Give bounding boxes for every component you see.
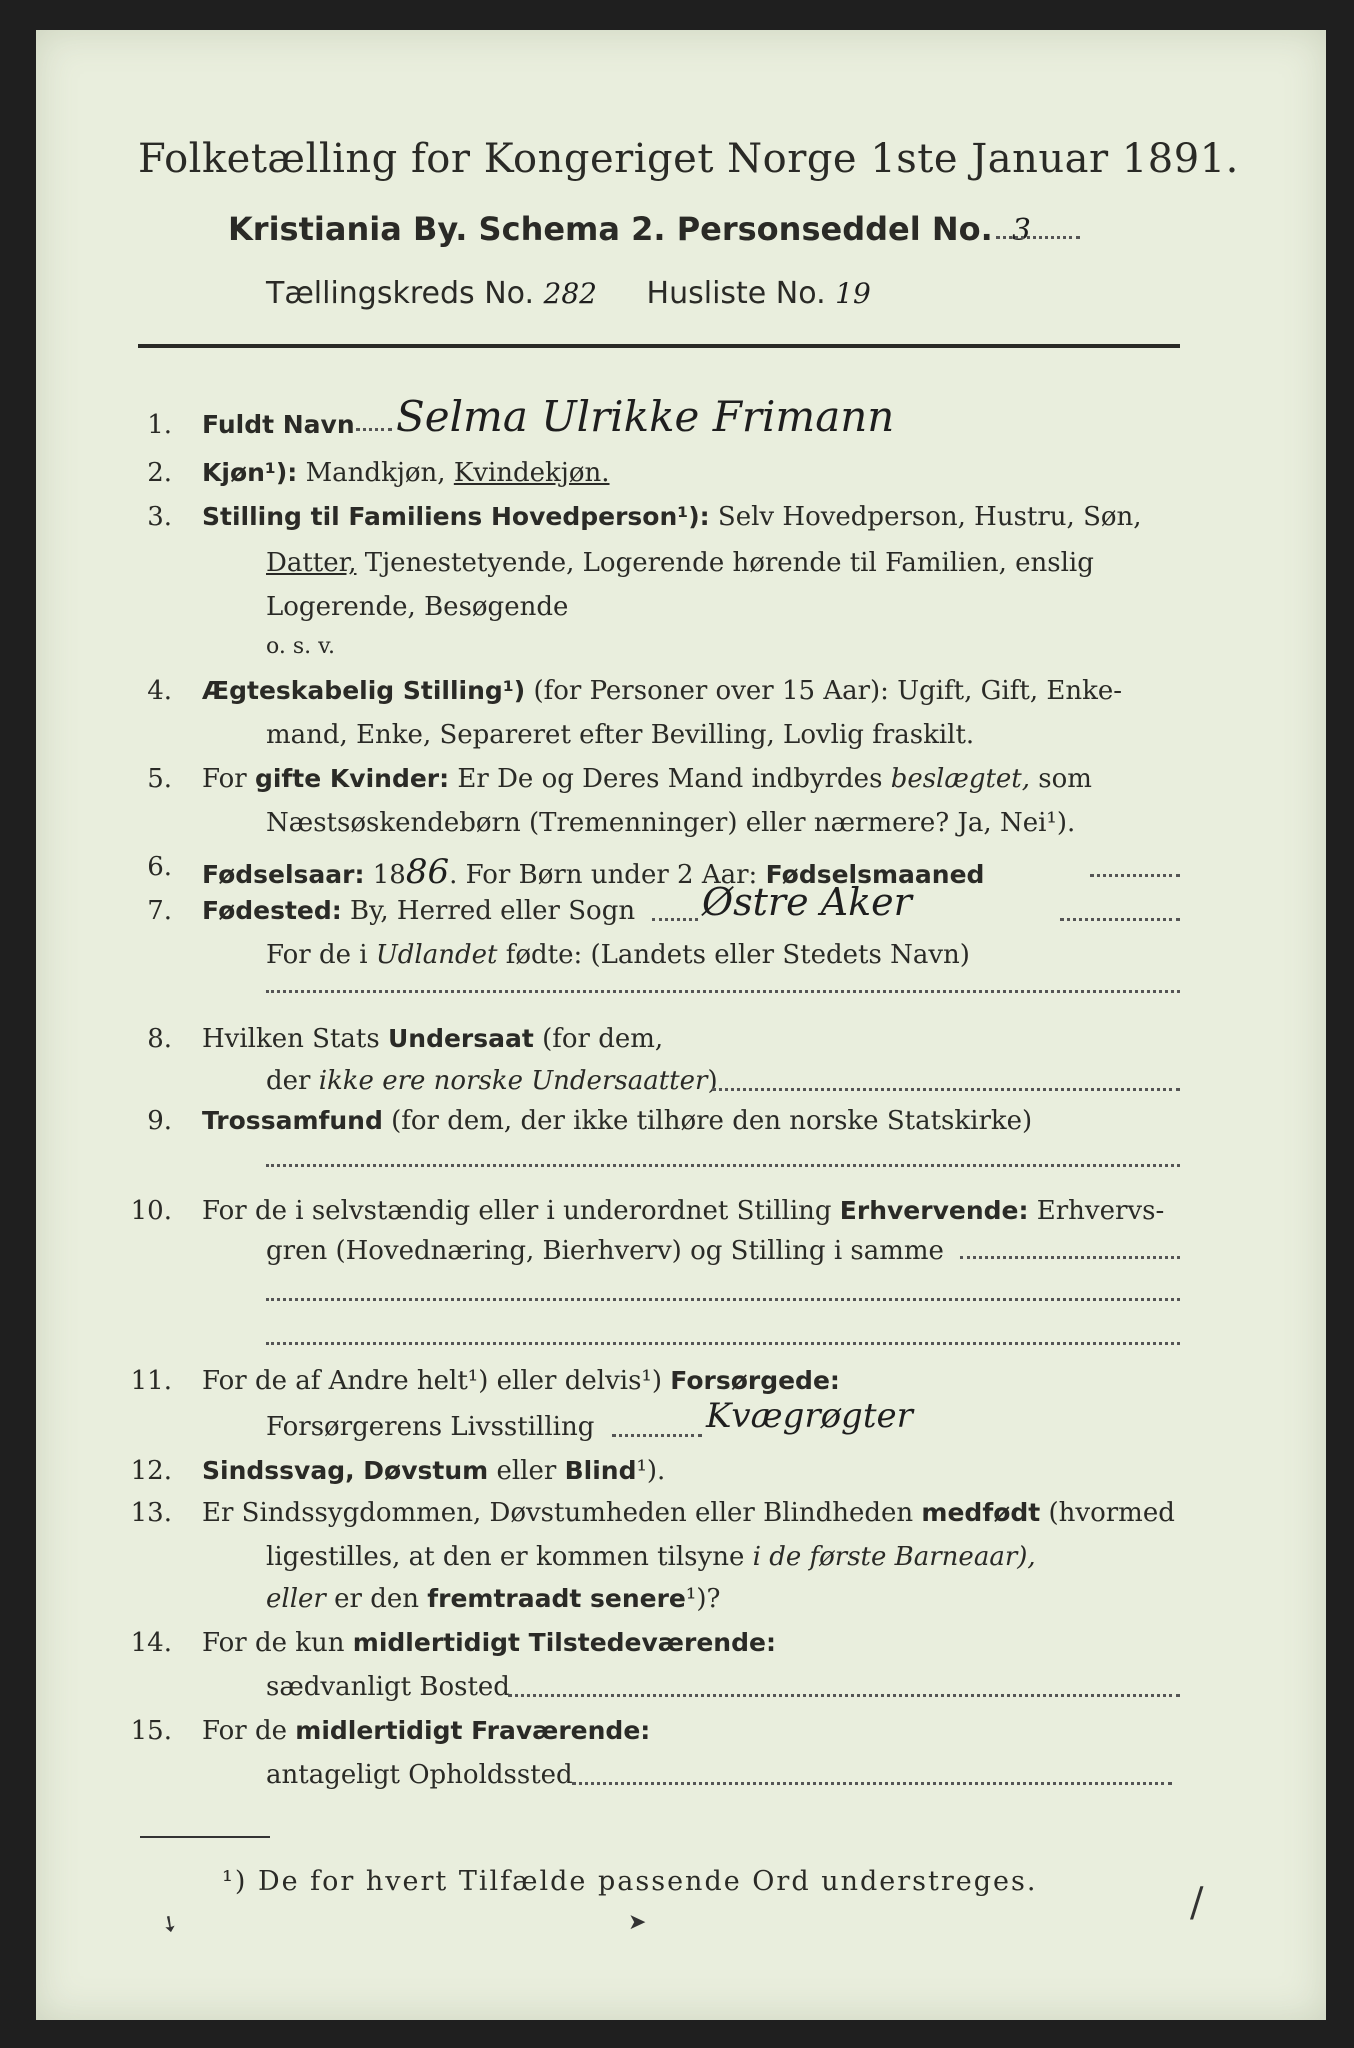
- field-15-line-a: [202, 1716, 650, 1746]
- field-7-line-a: [202, 896, 635, 926]
- family-position-datter-underlined: Datter,: [266, 548, 357, 578]
- field-6-line: Fødselsaar: 1886. For Børn under 2 Aar: Fødselsmaaned: [202, 852, 985, 892]
- field-15-number: 15.: [130, 1716, 172, 1746]
- field-8-line-a: [202, 1024, 663, 1054]
- stray-mark-icon: ➤: [628, 1910, 647, 1935]
- field-9-number: 9.: [147, 1106, 172, 1136]
- marital-status-options-a: (for Personer over 15 Aar): Ugift, Gift, Enke-: [533, 676, 1122, 706]
- field-13-text-b: (hvormed: [1048, 1498, 1175, 1528]
- field-10-text-a: For de i selvstændig eller i underordnet Stilling: [202, 1196, 832, 1226]
- citizenship-label: Undersaat: [387, 1024, 534, 1053]
- gender-female-underlined: Kvindekjøn.: [453, 458, 610, 488]
- field-13-line-c: [266, 1584, 720, 1614]
- field-13-line-b: [266, 1542, 1036, 1572]
- family-position-label: Stilling til Familiens Hovedperson¹):: [202, 502, 710, 531]
- field-3-number: 3.: [147, 502, 172, 532]
- field-7-abroad-italic: Udlandet: [375, 940, 498, 970]
- tellingskreds-row: [266, 276, 871, 311]
- field-1-label: [202, 410, 355, 440]
- field-12-number: 12.: [130, 1456, 172, 1486]
- field-6-dots: [1090, 874, 1180, 877]
- birth-month-label: Fødselsmaaned: [765, 860, 985, 889]
- field-10-number: 10.: [130, 1196, 172, 1226]
- birth-year-prefix: 18: [372, 860, 406, 890]
- field-15-line-b: antageligt Opholdssted: [266, 1760, 573, 1790]
- field-13-text-e: ¹)?: [685, 1584, 721, 1614]
- temporarily-absent-label: midlertidigt Fraværende:: [295, 1716, 651, 1745]
- tellingskreds-number: 282: [543, 277, 597, 310]
- full-name-value: Selma Ulrikke Frimann: [396, 392, 895, 441]
- footnote: ¹) De for hvert Tilfælde passende Ord understreges.: [222, 1866, 1038, 1897]
- field-5-line-a: [202, 764, 1092, 794]
- birthplace-options: By, Herred eller Sogn: [350, 896, 636, 926]
- marital-status-label: Ægteskabelig Stilling¹): [202, 676, 526, 705]
- married-women-label: gifte Kvinder:: [254, 764, 450, 793]
- field-7-dots-a: [652, 918, 698, 921]
- field-15-text-a: For de: [202, 1716, 287, 1746]
- religion-label: Trossamfund: [202, 1106, 383, 1135]
- field-8-text-a: Hvilken Stats: [202, 1024, 380, 1054]
- field-4-line-b: mand, Enke, Separeret efter Bevilling, Lovlig fraskilt.: [266, 720, 975, 750]
- field-8-text-b: (for dem,: [542, 1024, 664, 1054]
- field-15-dots: [572, 1782, 1172, 1785]
- field-6-children-text: For Børn under 2 Aar:: [465, 860, 758, 890]
- field-7-abroad-a: For de i: [266, 940, 368, 970]
- header-rule: [138, 344, 1180, 348]
- birth-year-value: 86: [405, 852, 450, 892]
- field-3-line-c: Logerende, Besøgende: [266, 592, 569, 622]
- congenital-label: medfødt: [921, 1498, 1041, 1527]
- field-7-dots-b: [1060, 918, 1180, 921]
- field-10-line-a: [202, 1196, 1164, 1226]
- field-6-number: 6.: [147, 852, 172, 882]
- form-subtitle: [228, 210, 1031, 248]
- birthplace-label: Fødested:: [202, 896, 342, 925]
- field-5-related-italic: beslægtet,: [890, 764, 1031, 794]
- field-10-line-b: gren (Hovednæring, Bierhverv) og Stilling i samme: [266, 1236, 944, 1266]
- field-7-number: 7.: [147, 896, 172, 926]
- field-8-line-b: [266, 1066, 718, 1096]
- full-name-label: Fuldt Navn: [202, 410, 355, 439]
- field-5-for: For: [202, 764, 247, 794]
- husliste-label: Husliste No.: [646, 276, 826, 311]
- field-11-line-a: [202, 1366, 840, 1396]
- personseddel-number: 3: [1011, 213, 1031, 248]
- gender-label: Kjøn¹):: [202, 458, 298, 487]
- field-3-line-d: o. s. v.: [266, 634, 335, 659]
- field-14-number: 14.: [130, 1628, 172, 1658]
- field-14-dots: [508, 1694, 1180, 1697]
- provider-occupation-value: Kvægrøgter: [706, 1396, 913, 1436]
- field-5-question: Er De og Deres Mand indbyrdes: [457, 764, 883, 794]
- family-position-options-a: Selv Hovedperson, Hustru, Søn,: [717, 502, 1142, 532]
- insane-deaf-label: Sindssvag, Døvstum: [202, 1456, 489, 1485]
- field-2-number: 2.: [147, 458, 172, 488]
- field-11-dots: [612, 1434, 702, 1437]
- field-13-text-a: Er Sindssygdommen, Døvstumheden eller Blindheden: [202, 1498, 914, 1528]
- supported-label: Forsørgede:: [670, 1366, 840, 1395]
- field-13-text-c: ligestilles, at den er kommen tilsyne: [266, 1542, 745, 1572]
- field-5-som: som: [1038, 764, 1092, 794]
- field-13-text-d: er den: [334, 1584, 419, 1614]
- tellingskreds-label: Tællingskreds No.: [266, 276, 534, 311]
- blind-label: Blind: [564, 1456, 637, 1485]
- field-11-line-b: Forsørgerens Livsstilling: [266, 1412, 595, 1442]
- birthplace-value: Østre Aker: [702, 880, 912, 924]
- stray-mark-icon: ➘: [154, 1908, 184, 1941]
- field-8-text-c: der: [266, 1066, 311, 1096]
- field-8-dots: [712, 1088, 1180, 1091]
- field-14-line-b: sædvanligt Bosted: [266, 1672, 510, 1702]
- gender-male: Mandkjøn,: [305, 458, 446, 488]
- field-1-dots: [356, 428, 392, 431]
- field-13-number: 13.: [130, 1498, 172, 1528]
- field-2-line: [202, 458, 610, 488]
- field-3-line-b: [266, 548, 1094, 578]
- field-13-italic: i de første Barneaar),: [752, 1542, 1036, 1572]
- subtitle-text: Kristiania By. Schema 2. Personseddel No.: [228, 210, 993, 248]
- footnote-rule: [140, 1836, 270, 1838]
- field-14-line-a: [202, 1628, 776, 1658]
- field-11-number: 11.: [130, 1366, 172, 1396]
- field-3-line-a: [202, 502, 1142, 532]
- field-9-dots: [266, 1164, 1180, 1167]
- field-9-line: [202, 1106, 1032, 1136]
- field-12-footnote-ref: ¹).: [636, 1456, 666, 1486]
- field-4-line-a: [202, 676, 1122, 706]
- field-12-line: [202, 1456, 665, 1486]
- stray-mark-icon: /: [1190, 1880, 1204, 1926]
- field-12-eller: eller: [496, 1456, 557, 1486]
- field-7-abroad-b: fødte: (Landets eller Stedets Navn): [505, 940, 970, 970]
- later-onset-label: fremtraadt senere: [427, 1584, 686, 1613]
- field-10-dots-c: [266, 1342, 1180, 1345]
- field-7-dots-c: [266, 990, 1180, 993]
- field-5-number: 5.: [147, 764, 172, 794]
- religion-text: (for dem, der ikke tilhøre den norske Statskirke): [391, 1106, 1033, 1136]
- birth-year-label: Fødselsaar:: [202, 860, 365, 889]
- field-10-dots-a: [960, 1256, 1180, 1259]
- personseddel-dots: [996, 236, 1080, 239]
- husliste-number: 19: [835, 277, 871, 310]
- field-8-number: 8.: [147, 1024, 172, 1054]
- field-11-text-a: For de af Andre helt¹) eller delvis¹): [202, 1366, 662, 1396]
- field-8-italic: ikke ere norske Undersaatter: [318, 1066, 708, 1096]
- temporarily-present-label: midlertidigt Tilstedeværende:: [352, 1628, 776, 1657]
- field-5-line-b: Næstsøskendebørn (Tremenninger) eller nærmere? Ja, Nei¹).: [266, 808, 1076, 838]
- occupation-label: Erhvervende:: [839, 1196, 1029, 1225]
- field-10-dots-b: [266, 1298, 1180, 1301]
- family-position-options-b: Tjenestetyende, Logerende hørende til Familien, enslig: [364, 548, 1094, 578]
- field-13-line-a: [202, 1498, 1175, 1528]
- field-10-text-b: Erhvervs-: [1036, 1196, 1165, 1226]
- field-14-text-a: For de kun: [202, 1628, 345, 1658]
- field-8-text-d: ): [707, 1066, 718, 1096]
- field-7-line-b: [266, 940, 970, 970]
- form-title: Folketælling for Kongeriget Norge 1ste Januar 1891.: [138, 136, 1239, 182]
- field-1-number: 1.: [147, 410, 172, 440]
- field-4-number: 4.: [147, 676, 172, 706]
- field-13-eller-italic: eller: [266, 1584, 326, 1614]
